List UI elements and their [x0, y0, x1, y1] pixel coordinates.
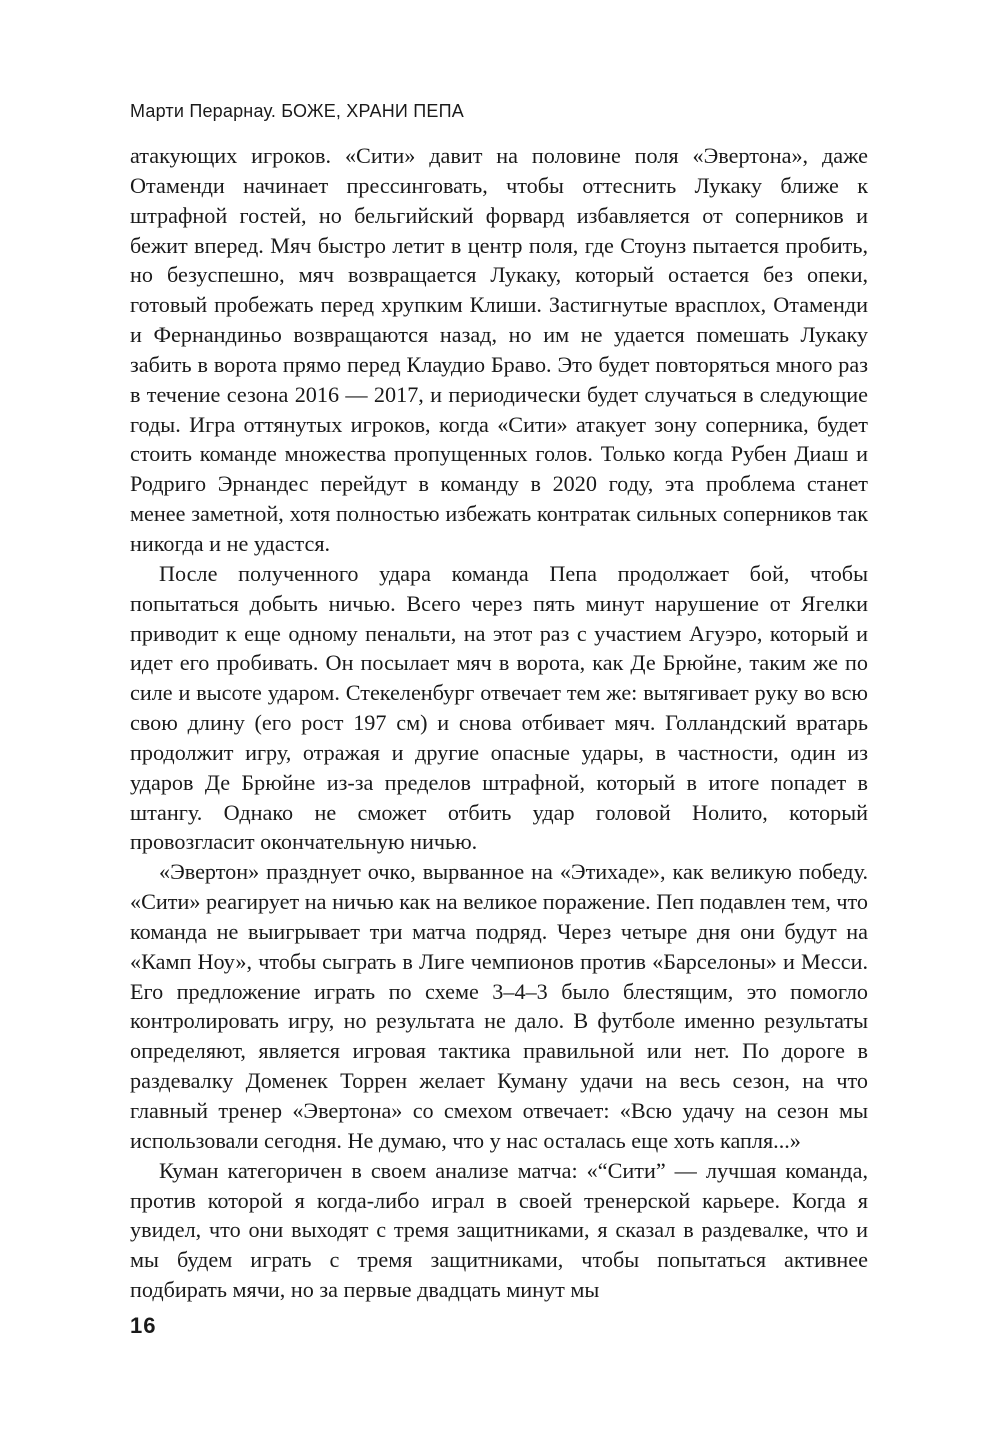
paragraph: «Эвертон» празднует очко, вырванное на «Этихаде», как великую победу. «Сити» реагирует на ничью как на великое поражение. Пеп подавлен тем, что команда не выигрывает три матча подряд. Через четыре дня они будут на «Камп Ноу», чтобы сыграть в Лиге чемпионов против «Барселоны» и Месси. Его предложение играть по схеме 3–4–3 было блестящим, это помогло контролировать игру, но результата не дало. В футболе именно результаты определяют, является игровая тактика правильной или нет. По дороге в раздевалку Доменек Торрен желает Куману удачи на весь сезон, на что главный тренер «Эвертона» со смехом отвечает: «Всю удачу на сезон мы использовали сегодня. Не думаю, что у нас осталась еще хоть капля...»: [130, 859, 868, 1153]
page-number: 16: [130, 1313, 157, 1338]
running-head: Марти Перарнау. БОЖЕ, ХРАНИ ПЕПА: [130, 101, 464, 121]
body-text: [130, 141, 868, 1305]
paragraph: После полученного удара команда Пепа продолжает бой, чтобы попытаться добыть ничью. Всего через пять минут нарушение от Ягелки приводит к еще одному пенальти, на этот раз с участием Агуэро, который и идет его пробивать. Он посылает мяч в ворота, как Де Брюйне, таким же по силе и высоте ударом. Стекеленбург отвечает тем же: вытягивает руку во всю свою длину (его рост 197 см) и снова отбивает мяч. Голландский вратарь продолжит игру, отражая и другие опасные удары, в частности, один из ударов Де Брюйне из-за пределов штрафной, который в итоге попадет в штангу. Однако не сможет отбить удар головой Нолито, который провозгласит окончательную ничью.: [130, 560, 868, 855]
paragraph: Куман категоричен в своем анализе матча: «“Сити” — лучшая команда, против которой я когда-либо играл в своей тренерской карьере. Когда я увидел, что они выходят с тремя защитниками, я сказал в раздевалке, что и мы будем играть с тремя защитниками, чтобы попытаться активнее подбирать мячи, но за первые двадцать минут мы: [130, 1157, 868, 1303]
paragraph: атакующих игроков. «Сити» давит на половине поля «Эвертона», даже Отаменди начинает прессинговать, чтобы оттеснить Лукаку ближе к штрафной гостей, но бельгийский форвард избавляется от соперников и бежит вперед. Мяч быстро летит в центр поля, где Стоунз пытается пробить, но безуспешно, мяч возвращается Лукаку, который остается без опеки, готовый пробежать перед хрупким Клиши. Застигнутые врасплох, Отаменди и Фернандиньо возвращаются назад, но им не удается помешать Лукаку забить в ворота прямо перед Клаудио Браво. Это будет повторяться много раз в течение сезона 2016 — 2017, и периодически будет случаться в следующие годы. Игра оттянутых игроков, когда «Сити» атакует зону соперника, будет стоить команде множества пропущенных голов. Только когда Рубен Диаш и Родриго Эрнандес перейдут в команду в 2020 году, эта проблема станет менее заметной, хотя полностью избежать контратак сильных соперников так никогда и не удастся.: [130, 143, 868, 556]
